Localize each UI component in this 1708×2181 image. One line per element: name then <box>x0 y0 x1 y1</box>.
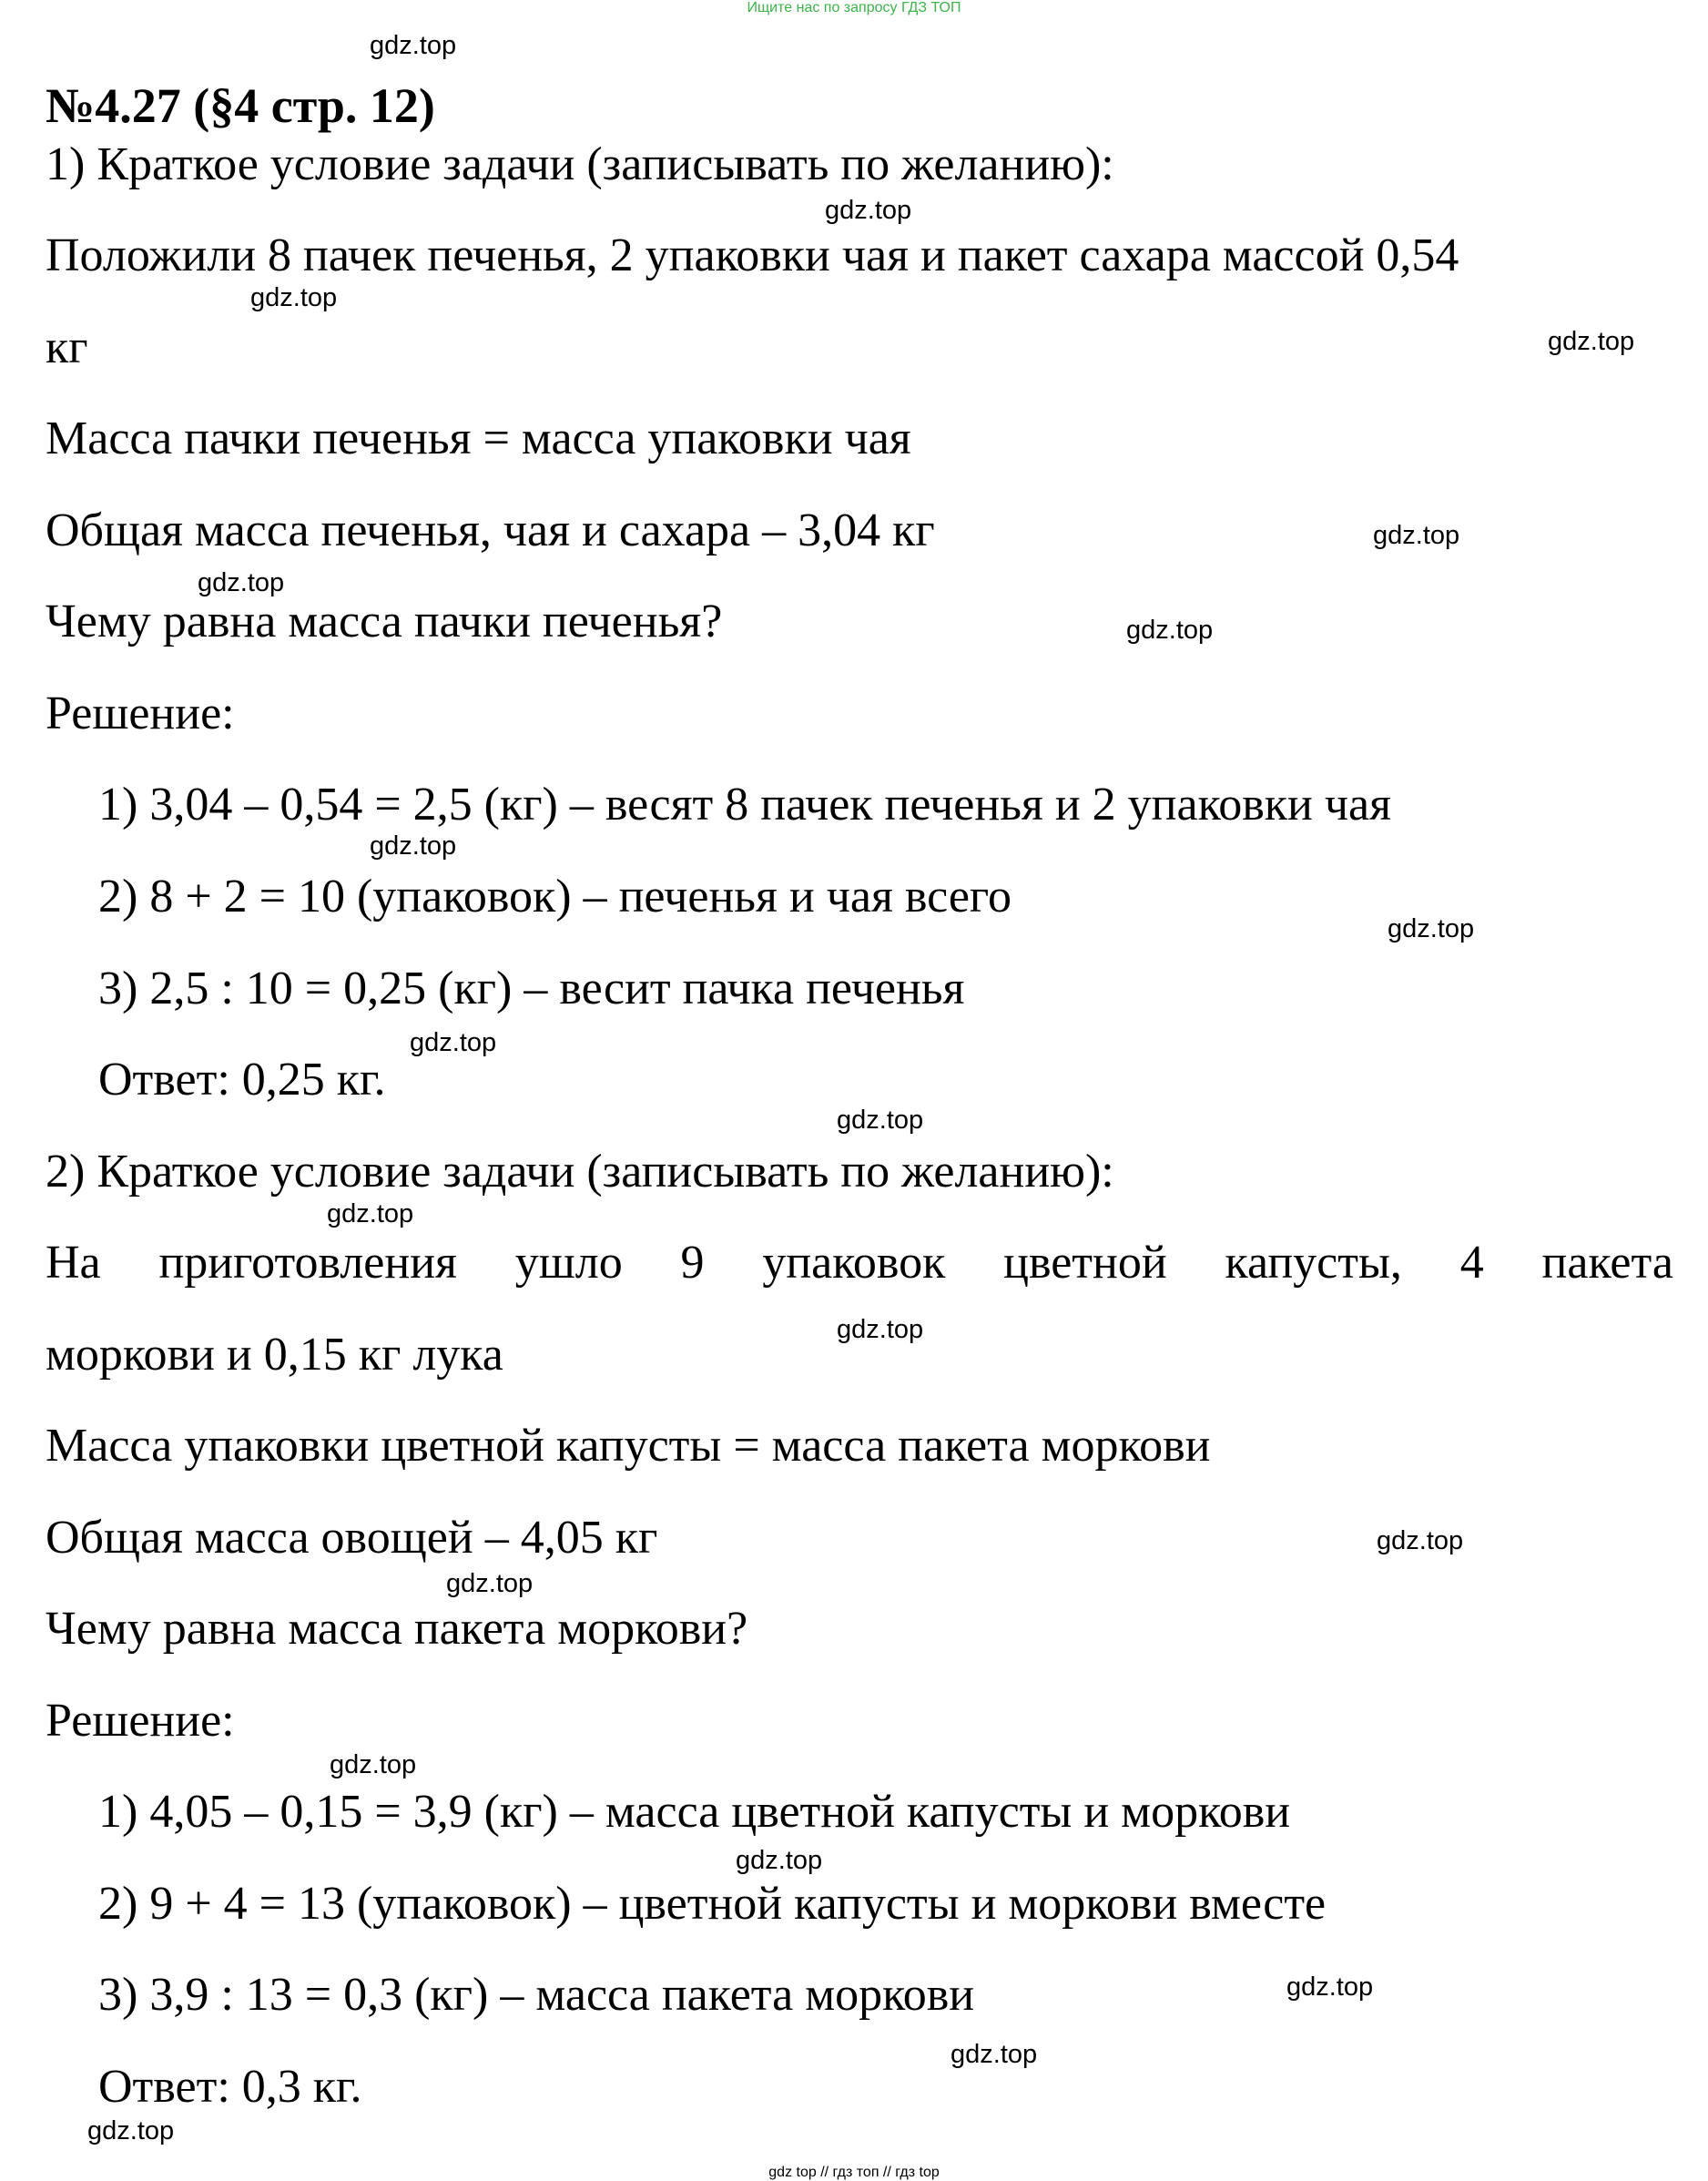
watermark: gdz.top <box>370 831 457 861</box>
word: приготовления <box>158 1237 457 1289</box>
part2-intro: 2) Краткое условие задачи (записывать по желанию): <box>46 1146 1114 1198</box>
top-banner: Ищите нас по запросу ГДЗ ТОП <box>747 0 961 15</box>
watermark: gdz.top <box>1126 616 1214 645</box>
word: цветной <box>1003 1237 1167 1289</box>
watermark: gdz.top <box>327 1199 414 1228</box>
watermark: gdz.top <box>825 196 912 225</box>
part1-condition-line-3: Общая масса печенья, чая и сахара – 3,04 кг <box>46 504 935 556</box>
part2-step-2: 2) 9 + 4 = 13 (упаковок) – цветной капусты и моркови вместе <box>98 1878 1327 1930</box>
part1-step-1: 1) 3,04 – 0,54 = 2,5 (кг) – весят 8 пачек печенья и 2 упаковки чая <box>98 779 1391 831</box>
part1-answer: Ответ: 0,25 кг. <box>98 1054 386 1106</box>
watermark: gdz.top <box>1377 1526 1464 1555</box>
word: пакета <box>1541 1237 1673 1289</box>
part2-solution-label: Решение: <box>46 1695 235 1747</box>
part2-condition-line-3: Общая масса овощей – 4,05 кг <box>46 1512 658 1564</box>
part2-question: Чему равна масса пакета моркови? <box>46 1603 748 1655</box>
word: На <box>46 1237 101 1289</box>
part2-step-1: 1) 4,05 – 0,15 = 3,9 (кг) – масса цветной капусты и моркови <box>98 1786 1291 1838</box>
page-title: №4.27 (§4 стр. 12) <box>46 78 435 133</box>
watermark: gdz.top <box>951 2040 1038 2069</box>
part2-condition-line-2: Масса упаковки цветной капусты = масса пакета моркови <box>46 1420 1211 1472</box>
watermark: gdz.top <box>330 1750 417 1779</box>
watermark: gdz.top <box>1373 521 1460 550</box>
watermark: gdz.top <box>410 1028 497 1057</box>
part1-condition-line-2: Масса пачки печенья = масса упаковки чая <box>46 413 911 464</box>
watermark: gdz.top <box>198 568 285 597</box>
word: капусты, <box>1225 1237 1402 1289</box>
bottom-banner: gdz top // гдз топ // гдз top <box>768 2165 940 2180</box>
part1-condition-line-1b: кг <box>46 321 88 373</box>
watermark: gdz.top <box>87 2116 175 2145</box>
watermark: gdz.top <box>837 1106 924 1135</box>
watermark: gdz.top <box>446 1569 534 1598</box>
part1-condition-line-1: Положили 8 пачек печенья, 2 упаковки чая и пакет сахара массой 0,54 <box>46 229 1459 281</box>
part2-step-3: 3) 3,9 : 13 = 0,3 (кг) – масса пакета моркови <box>98 1969 975 2021</box>
part2-answer: Ответ: 0,3 кг. <box>98 2061 362 2113</box>
part1-intro: 1) Краткое условие задачи (записывать по желанию): <box>46 138 1114 190</box>
part1-question: Чему равна масса пачки печенья? <box>46 596 723 647</box>
watermark: gdz.top <box>837 1315 924 1344</box>
watermark: gdz.top <box>250 283 338 312</box>
watermark: gdz.top <box>736 1846 823 1875</box>
part1-step-2: 2) 8 + 2 = 10 (упаковок) – печенья и чая всего <box>98 871 1012 922</box>
part1-solution-label: Решение: <box>46 688 235 739</box>
watermark: gdz.top <box>1548 327 1635 356</box>
part2-condition-line-1 <box>46 1239 1673 1287</box>
word: ушло <box>514 1237 623 1289</box>
part1-step-3: 3) 2,5 : 10 = 0,25 (кг) – весит пачка печенья <box>98 963 965 1014</box>
watermark: gdz.top <box>370 31 457 60</box>
watermark: gdz.top <box>1388 914 1475 943</box>
word: 4 <box>1459 1237 1484 1289</box>
word: 9 <box>680 1237 705 1289</box>
word: упаковок <box>762 1237 946 1289</box>
watermark: gdz.top <box>1286 1972 1374 2002</box>
part2-condition-line-1b: моркови и 0,15 кг лука <box>46 1329 503 1381</box>
